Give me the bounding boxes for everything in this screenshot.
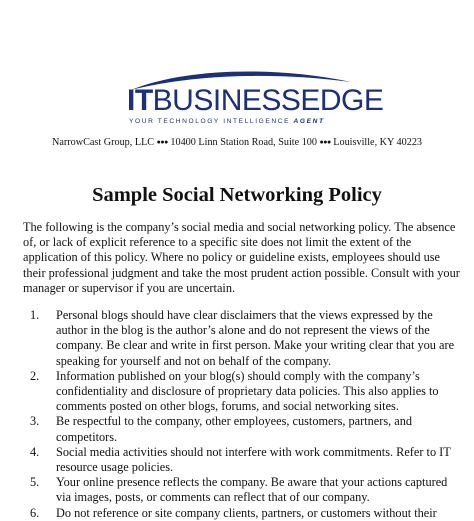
- intro-line: of, or lack of explicit reference to a specific site does not limit the extent of the: [23, 235, 412, 250]
- list-item-line: Do not reference or site company clients, partners, or customers without their: [56, 505, 437, 520]
- intro-line: manager or supervisor if you are uncertain.: [23, 280, 236, 295]
- list-item-line: resource usage policies.: [56, 460, 174, 475]
- logo-tagline: [129, 118, 325, 125]
- intro-line: application of this policy. Where no policy or guideline exists, employees should use: [23, 250, 440, 265]
- list-item: [23, 445, 463, 475]
- list-item: [23, 414, 463, 444]
- company-address-line: [0, 136, 474, 149]
- list-item: [23, 369, 463, 415]
- list-item-line: Personal blogs should have clear disclaimers that the views expressed by the: [56, 308, 433, 322]
- list-item-line: comments posted on other blogs, forums, and social networking sites.: [56, 399, 399, 414]
- logo-word-it: IT: [127, 84, 153, 117]
- list-item-line: author in the blog is the author’s alone and do not represent the views of the: [56, 323, 430, 338]
- logo-tagline-text: YOUR TECHNOLOGY INTELLIGENCE: [129, 118, 291, 125]
- logo-tagline-agent: AGENT: [293, 118, 325, 125]
- list-item-line: Information published on your blog(s) should comply with the company’s: [56, 368, 420, 383]
- intro-paragraph: [23, 220, 463, 296]
- address-city: Louisville, KY 40223: [333, 137, 423, 148]
- intro-line: their professional judgment and take the most prudent action possible. Consult with your: [23, 265, 460, 280]
- address-separator: ●●●: [319, 138, 331, 146]
- list-item-line: Be respectful to the company, other employees, customers, partners, and: [56, 414, 413, 429]
- list-item-number: 5.: [30, 475, 40, 490]
- logo-wordmark: [127, 86, 383, 116]
- itbusinessedge-logo: [125, 70, 384, 130]
- list-item-number: 3.: [30, 414, 40, 429]
- list-item-line: competitors.: [56, 429, 118, 444]
- list-item-number: 2.: [30, 368, 40, 383]
- address-street: 10400 Linn Station Road, Suite 100: [170, 137, 317, 148]
- list-item-line: confidentiality and disclosure of proprietary data policies. This also applies to: [56, 384, 439, 399]
- list-item-line: Social media activities should not interfere with work commitments. Refer to IT: [56, 444, 451, 459]
- list-item-line: via images, posts, or comments can reflect that of our company.: [56, 490, 370, 505]
- list-item-number: 1.: [30, 308, 40, 322]
- list-item-number: 4.: [30, 444, 40, 459]
- list-item-number: 6.: [30, 505, 40, 520]
- policy-list: [23, 308, 463, 521]
- list-item-line: company. Be clear and write in first person. Make your writing clear that you are: [56, 338, 455, 353]
- list-item: [23, 475, 463, 505]
- intro-line: The following is the company’s social media and social networking policy. The absence: [23, 220, 456, 234]
- address-company: NarrowCast Group, LLC: [51, 137, 155, 148]
- document-title: Sample Social Networking Policy: [92, 184, 382, 206]
- logo-word-rest: BUSINESSEDGE: [152, 84, 384, 117]
- list-item: [23, 308, 463, 369]
- address-separator: ●●●: [156, 138, 168, 146]
- list-item-line: Your online presence reflects the company. Be aware that your actions captured: [56, 475, 448, 490]
- list-item: [23, 506, 463, 521]
- list-item-line: speaking for yourself and not on behalf of the company.: [56, 353, 332, 368]
